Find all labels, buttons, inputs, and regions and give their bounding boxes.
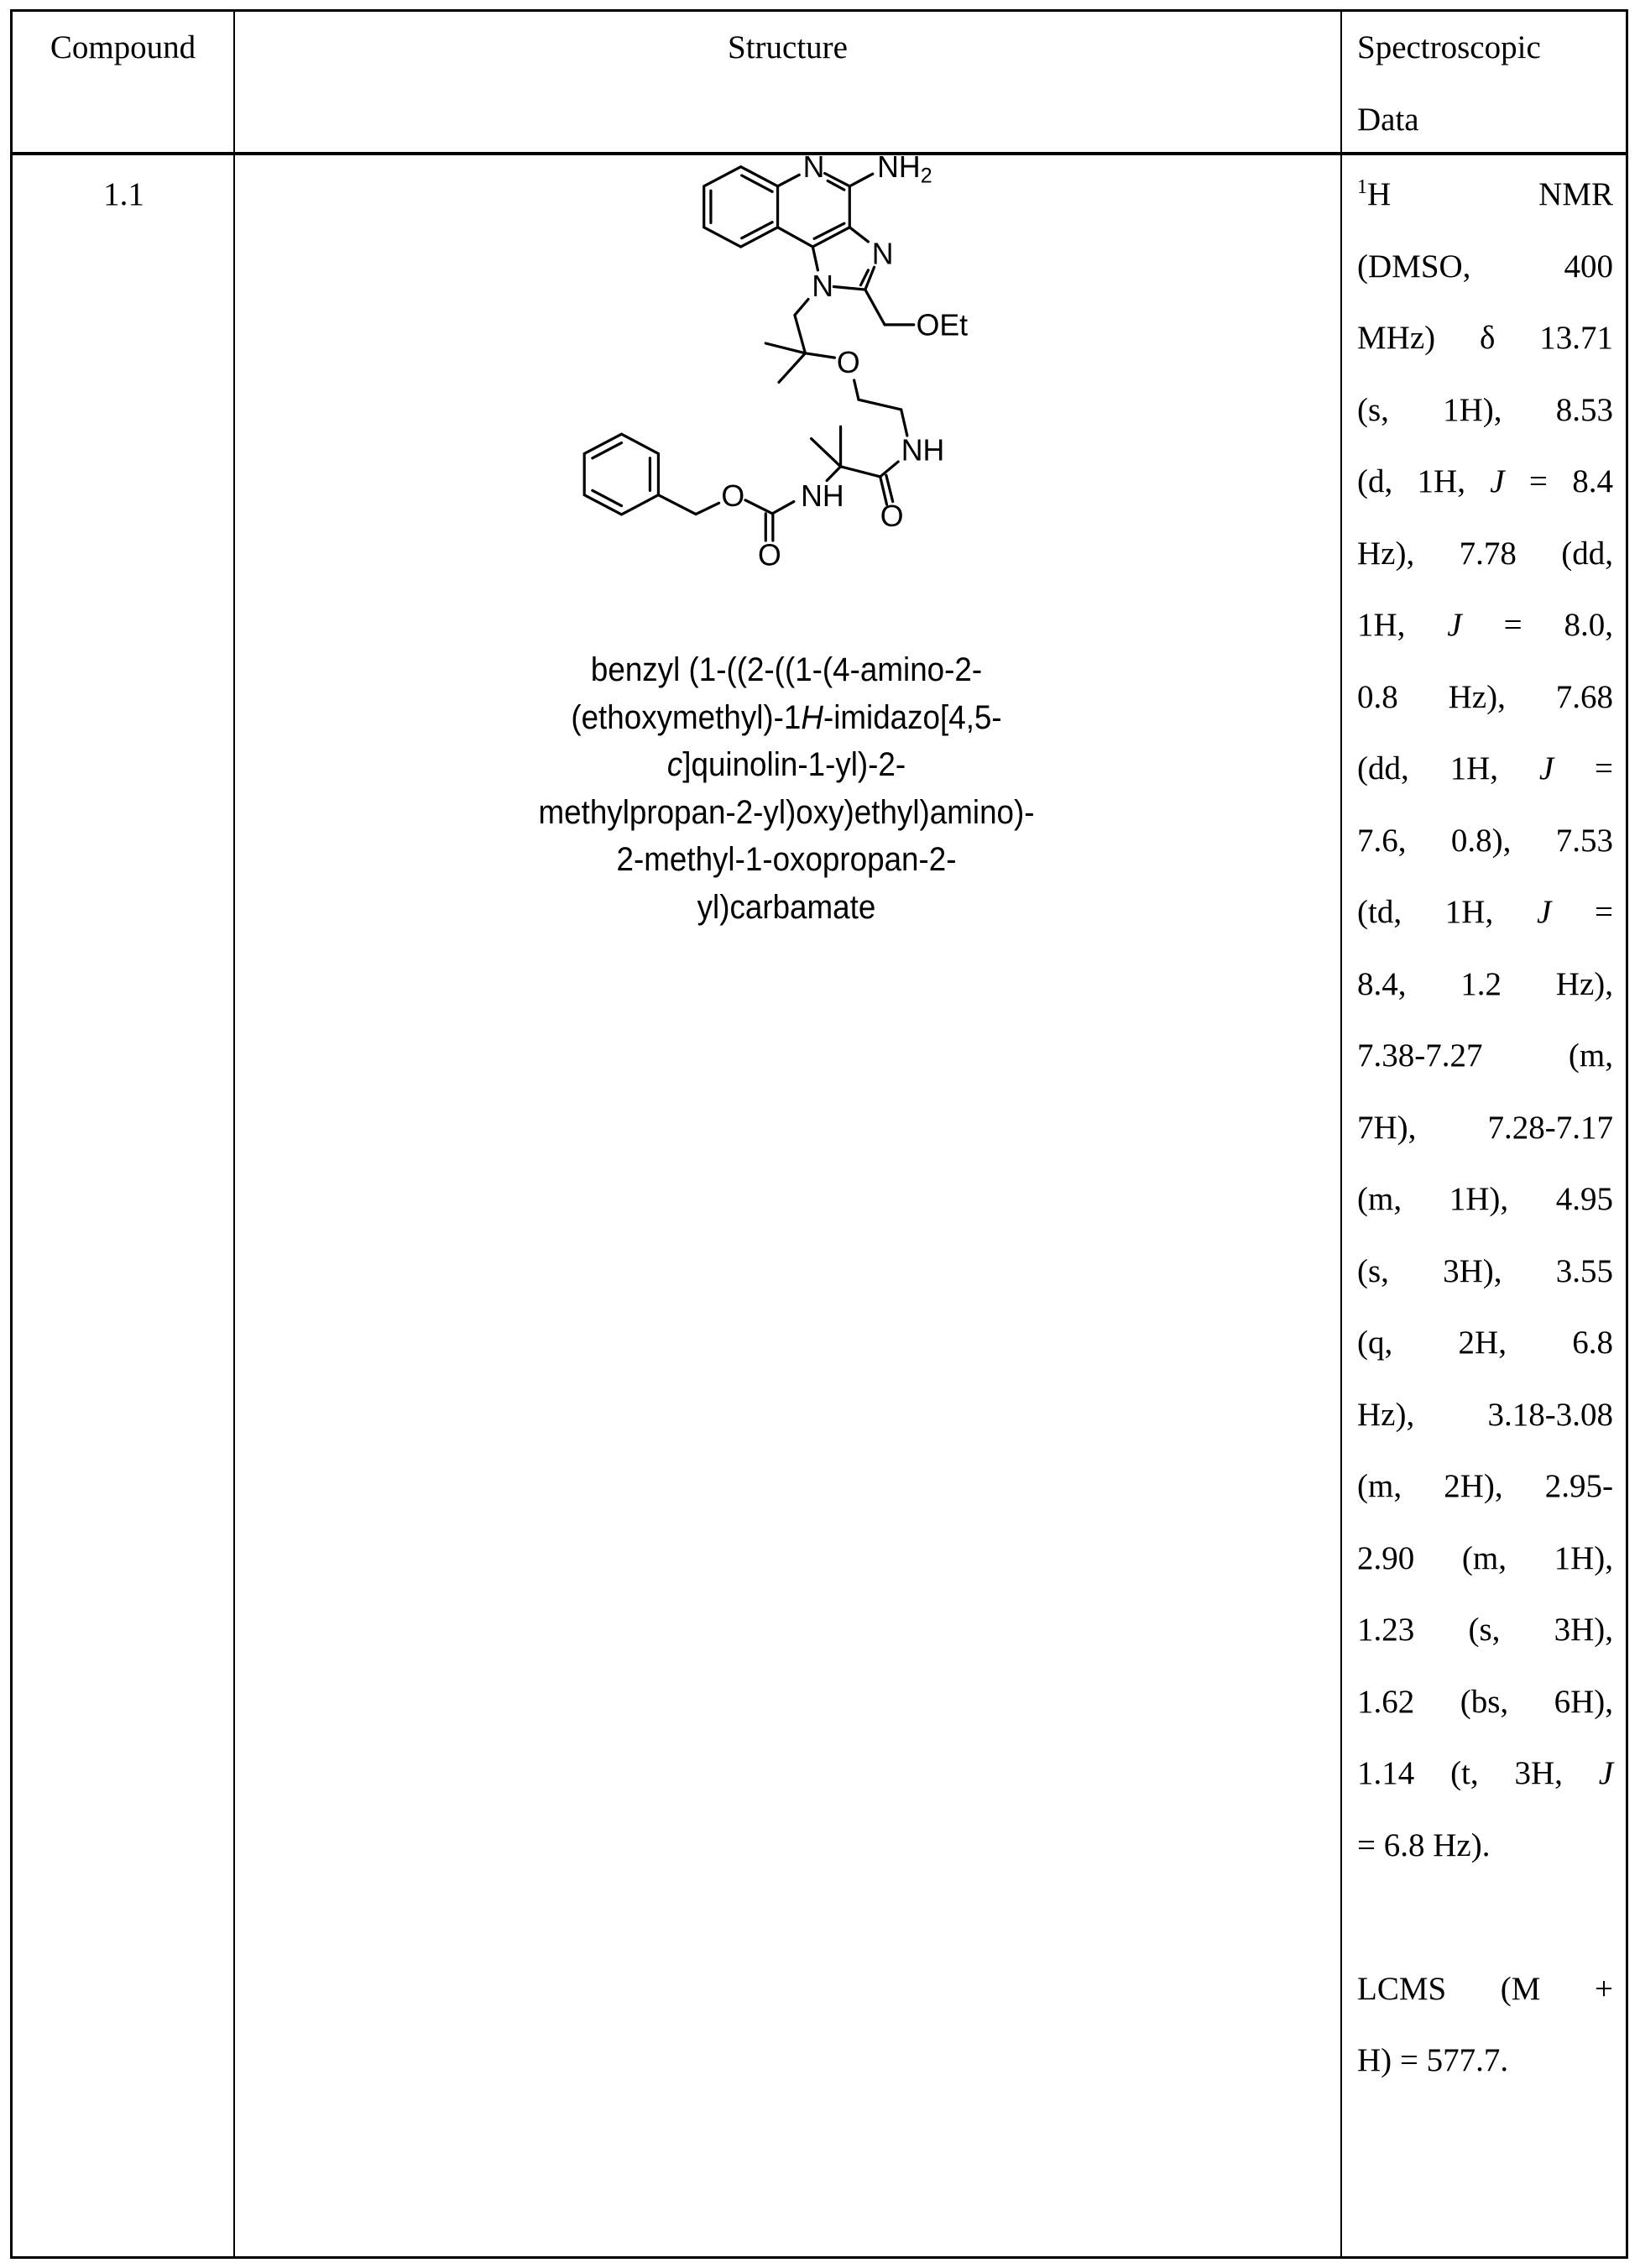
compound-name xyxy=(478,646,1095,931)
text-segment: (ethoxymethyl)-1 xyxy=(571,699,801,736)
chemical-structure xyxy=(535,142,1005,645)
text-line xyxy=(1357,661,1613,734)
column-divider xyxy=(1340,12,1342,2256)
text-segment: (dd, 1H, xyxy=(1357,750,1539,786)
header-spectroscopic-line1: Spectroscopic xyxy=(1357,12,1626,84)
text-segment: = xyxy=(1551,894,1613,930)
text-line xyxy=(1357,446,1613,518)
text-segment: = 8.4 xyxy=(1505,463,1613,499)
text-segment: 2-methyl-1-oxopropan-2- xyxy=(616,841,956,878)
text-segment: (s, 1H), 8.53 xyxy=(1357,392,1613,428)
text-segment: (td, 1H, xyxy=(1357,894,1537,930)
italic-text: J xyxy=(1599,1755,1613,1791)
text-segment: yl)carbamate xyxy=(697,889,876,926)
text-segment: 7.6, 0.8), 7.53 xyxy=(1357,823,1613,859)
spacer xyxy=(1357,1881,1613,1953)
text-segment: 1H, xyxy=(1357,607,1447,643)
text-line xyxy=(1357,2025,1613,2097)
text-segment: (d, 1H, xyxy=(1357,463,1490,499)
atom-label-o-ether: O xyxy=(837,346,860,379)
text-line xyxy=(1357,805,1613,877)
text-line xyxy=(478,741,1095,789)
text-line xyxy=(1357,1523,1613,1595)
text-line xyxy=(1357,159,1613,231)
superscript: 1 xyxy=(1357,176,1367,198)
text-segment: H) = 577.7. xyxy=(1357,2042,1508,2078)
text-line xyxy=(1357,1810,1613,1882)
atom-label-o-carbamate: O xyxy=(721,479,744,513)
text-segment: Hz), 3.18-3.08 xyxy=(1357,1397,1613,1433)
text-segment: ]quinolin-1-yl)-2- xyxy=(682,746,906,783)
text-line xyxy=(1357,518,1613,590)
column-divider xyxy=(233,12,235,2256)
text-segment: -imidazo[4,5- xyxy=(823,699,1002,736)
text-segment: (DMSO, 400 xyxy=(1357,248,1613,285)
text-line xyxy=(1357,1450,1613,1523)
text-line xyxy=(1357,374,1613,447)
atom-label-o-carbonyl: O xyxy=(758,538,781,572)
italic-text: J xyxy=(1490,463,1504,499)
text-line xyxy=(1357,1163,1613,1236)
text-line xyxy=(1357,231,1613,303)
header-structure: Structure xyxy=(235,12,1340,84)
header-spectroscopic-data xyxy=(1357,12,1626,156)
atom-label-n: N xyxy=(803,150,825,184)
text-line xyxy=(1357,1092,1613,1164)
italic-text: c xyxy=(667,746,682,783)
atom-label-o-amide: O xyxy=(880,499,904,533)
header-spectroscopic-line2: Data xyxy=(1357,84,1626,156)
atom-label-n-imidazole: N xyxy=(872,238,894,271)
text-segment: = 6.8 Hz). xyxy=(1357,1827,1490,1863)
atom-label-oet: OEt xyxy=(917,308,969,342)
text-line xyxy=(1357,876,1613,948)
text-line xyxy=(478,836,1095,884)
text-segment: 0.8 Hz), 7.68 xyxy=(1357,679,1613,715)
atom-label-nh2: NH2 xyxy=(877,150,932,187)
structure-bonds xyxy=(584,167,914,541)
text-line xyxy=(478,646,1095,694)
structure-atom-labels xyxy=(721,150,968,572)
text-line xyxy=(478,884,1095,932)
italic-text: J xyxy=(1537,894,1551,930)
atom-label-nh-amide: NH xyxy=(901,433,945,467)
text-line xyxy=(1357,1666,1613,1738)
text-segment: = 8.0, xyxy=(1462,607,1613,643)
text-segment: methylpropan-2-yl)oxy)ethyl)amino)- xyxy=(538,794,1034,831)
italic-text: J xyxy=(1447,607,1461,643)
text-segment: 7.38-7.27 (m, xyxy=(1357,1037,1613,1074)
text-segment: (q, 2H, 6.8 xyxy=(1357,1325,1613,1361)
atom-label-nh-carbamate: NH xyxy=(801,479,844,513)
text-segment: MHz) δ 13.71 xyxy=(1357,320,1613,356)
text-segment: Hz), 7.78 (dd, xyxy=(1357,536,1613,572)
text-line xyxy=(1357,302,1613,374)
text-segment: H NMR xyxy=(1367,176,1613,212)
spectroscopic-data xyxy=(1357,159,1613,2097)
text-line xyxy=(1357,948,1613,1021)
text-line xyxy=(1357,1307,1613,1379)
text-line xyxy=(1357,1236,1613,1308)
text-line xyxy=(1357,1020,1613,1092)
text-line xyxy=(478,789,1095,837)
text-line xyxy=(1357,1953,1613,2025)
text-segment: 7H), 7.28-7.17 xyxy=(1357,1110,1613,1146)
text-segment: 8.4, 1.2 Hz), xyxy=(1357,966,1613,1002)
text-segment: (s, 3H), 3.55 xyxy=(1357,1253,1613,1289)
text-segment: (m, 1H), 4.95 xyxy=(1357,1181,1613,1217)
text-line xyxy=(478,694,1095,742)
text-segment: 1.14 (t, 3H, xyxy=(1357,1755,1599,1791)
text-segment: 2.90 (m, 1H), xyxy=(1357,1540,1613,1576)
text-segment: (m, 2H), 2.95- xyxy=(1357,1468,1613,1504)
compound-id: 1.1 xyxy=(13,159,235,231)
atom-label-n1: N xyxy=(812,269,833,303)
text-line xyxy=(1357,733,1613,805)
text-line xyxy=(1357,1594,1613,1666)
text-segment: = xyxy=(1554,750,1613,786)
text-line xyxy=(1357,1738,1613,1810)
text-segment: benzyl (1-((2-((1-(4-amino-2- xyxy=(591,651,982,688)
text-segment: LCMS (M + xyxy=(1357,1971,1613,2007)
text-segment: 1.62 (bs, 6H), xyxy=(1357,1684,1613,1720)
italic-text: J xyxy=(1539,750,1554,786)
text-line xyxy=(1357,589,1613,661)
text-segment: 1.23 (s, 3H), xyxy=(1357,1612,1613,1648)
italic-text: H xyxy=(801,699,823,736)
text-line xyxy=(1357,1379,1613,1451)
header-compound: Compound xyxy=(13,12,233,84)
